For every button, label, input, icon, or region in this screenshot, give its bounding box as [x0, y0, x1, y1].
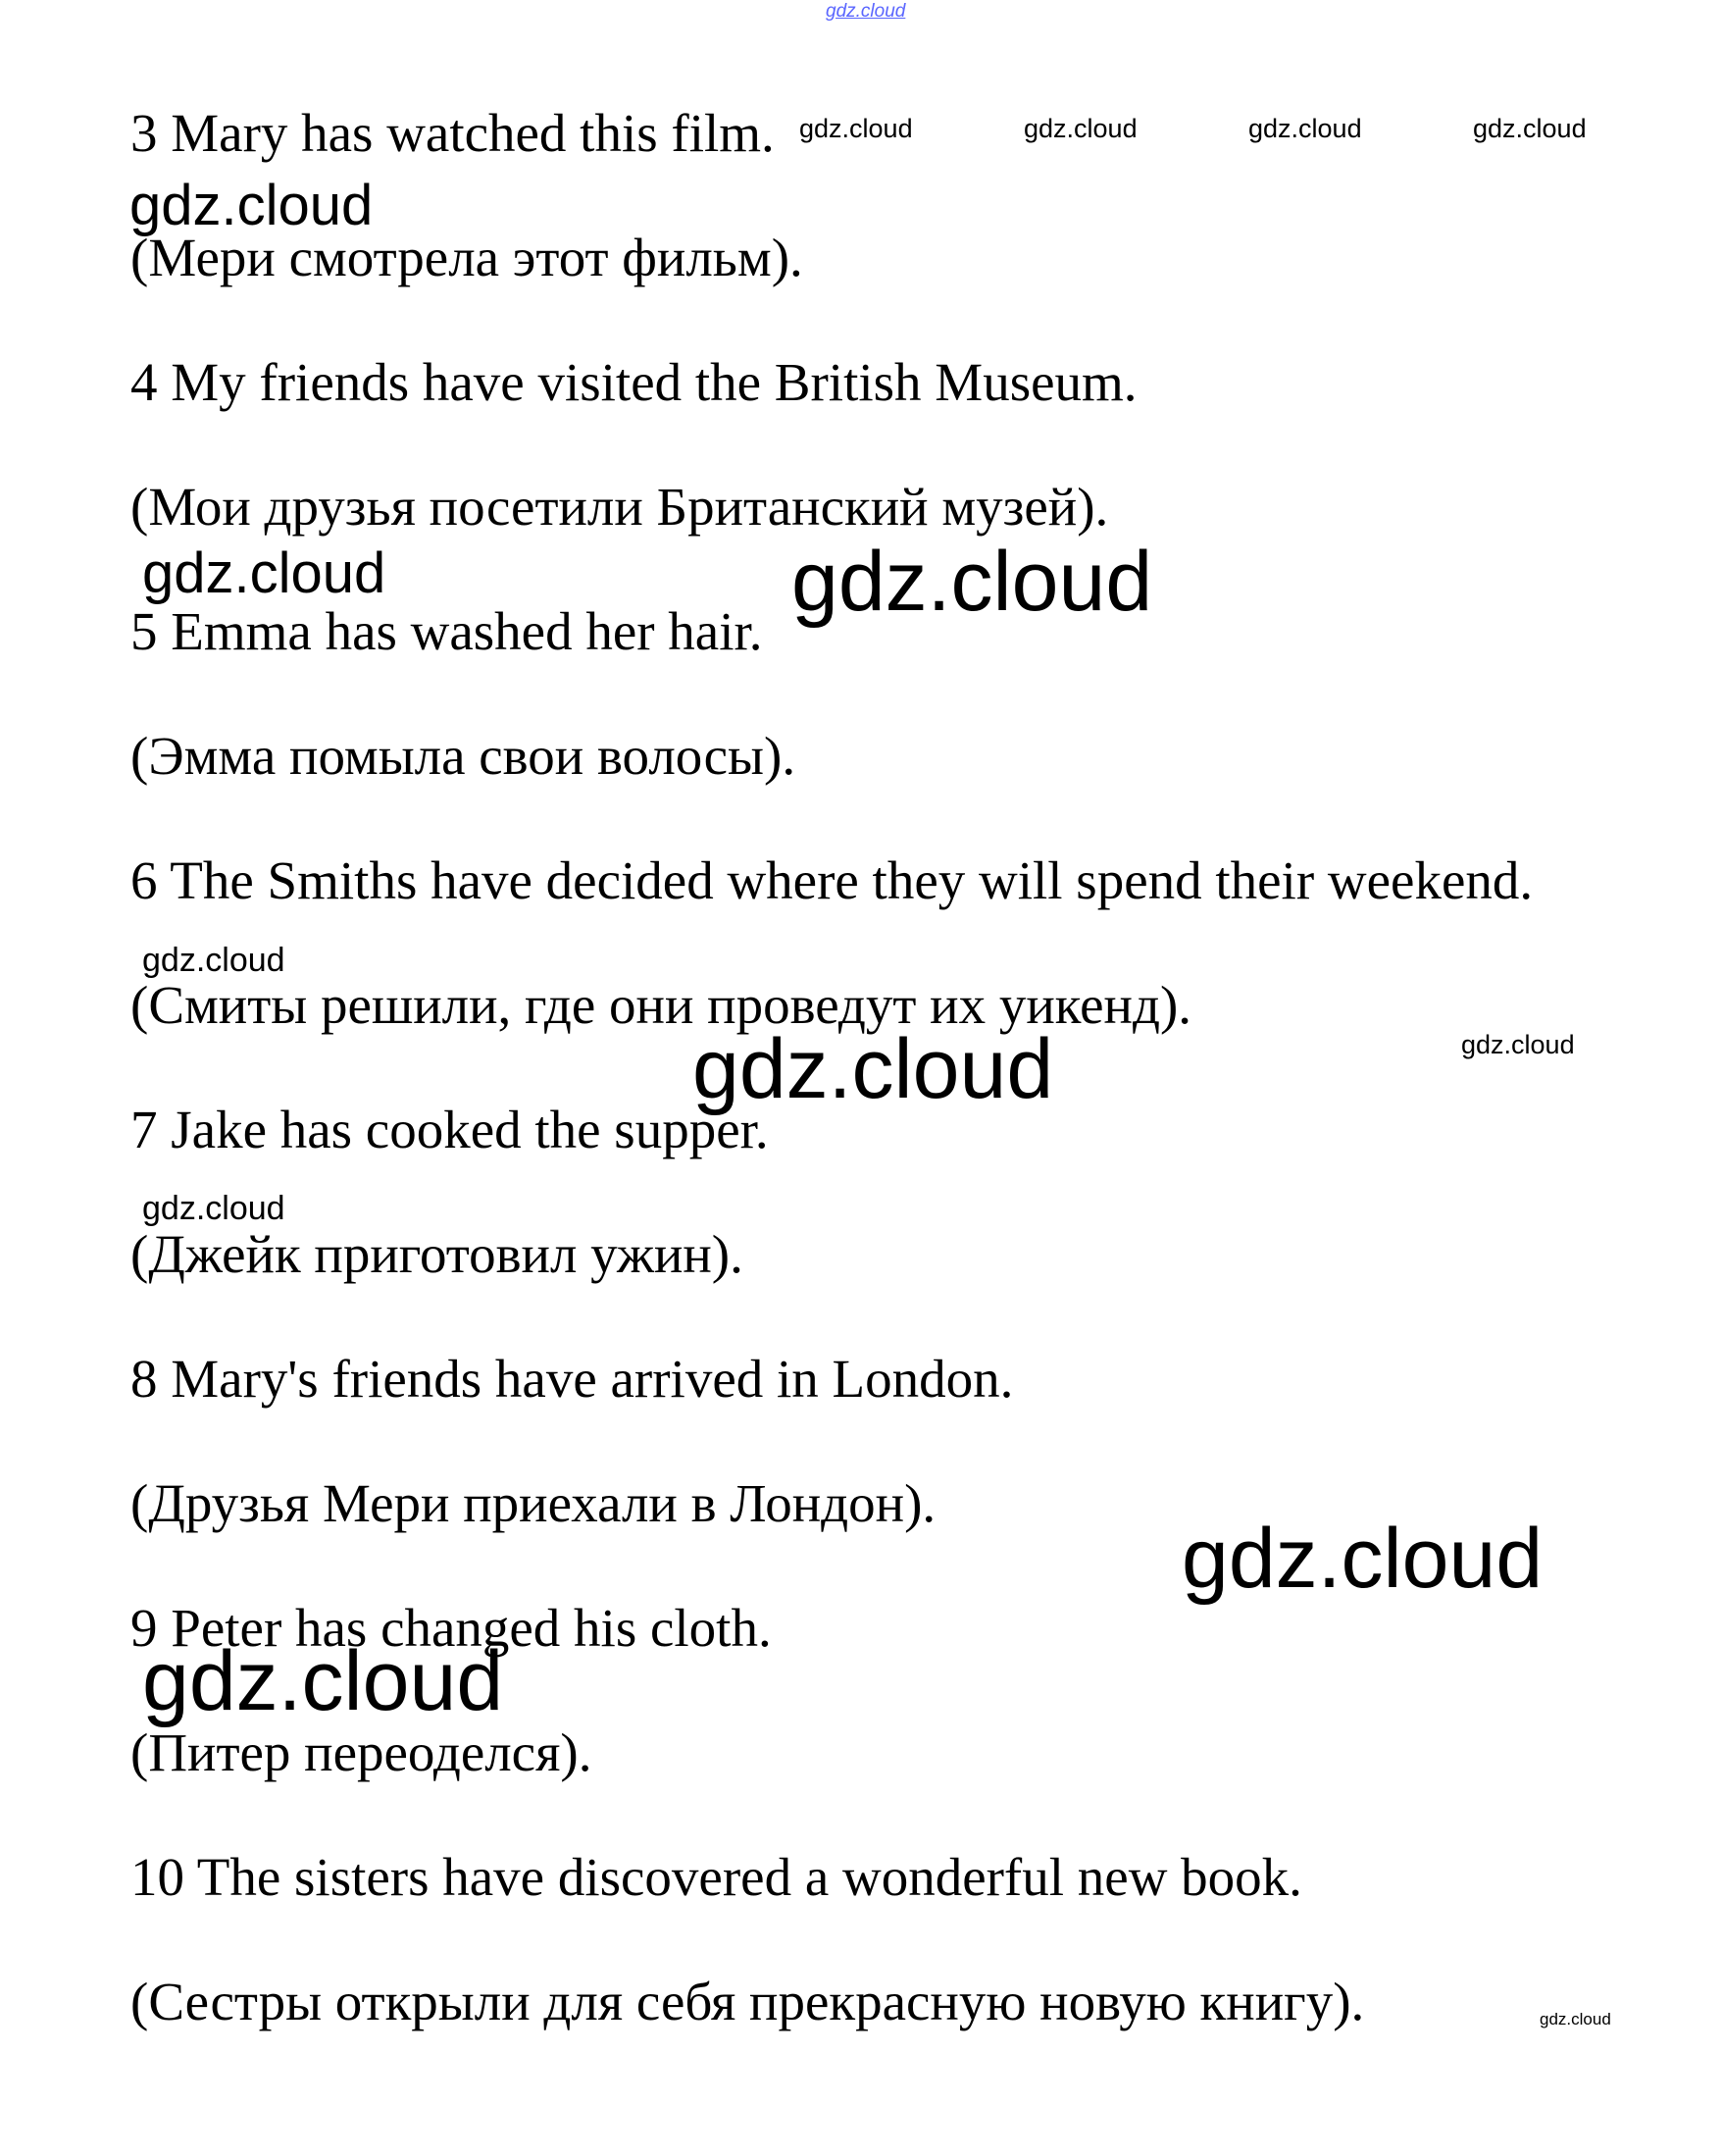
watermark: gdz.cloud [1540, 2010, 1611, 2028]
sentence-translation: (Смиты решили, где они проведут их уикенд). [130, 975, 1192, 1035]
watermark: gdz.cloud [142, 942, 285, 979]
sentence-translation: (Мери смотрела этот фильм). [130, 228, 803, 287]
sentence-translation: (Сестры открыли для себя прекрасную новую книгу). [130, 1972, 1365, 2031]
watermark: gdz.cloud [142, 1634, 504, 1728]
sentence-translation: (Питер переоделся). [130, 1722, 592, 1782]
watermark: gdz.cloud [1182, 1512, 1544, 1606]
watermark: gdz.cloud [1473, 114, 1587, 143]
sentence-english: 3 Mary has watched this film. [130, 103, 775, 163]
sentence-english: 7 Jake has cooked the supper. [130, 1100, 769, 1159]
sentence-translation: (Мои друзья посетили Британский музей). [130, 477, 1109, 537]
watermark: gdz.cloud [791, 535, 1153, 629]
watermark: gdz.cloud [1461, 1030, 1575, 1059]
sentence-english: 5 Emma has washed her hair. [130, 601, 763, 661]
sentence-english: 10 The sisters have discovered a wonderful new book. [130, 1847, 1302, 1907]
watermark: gdz.cloud [129, 174, 374, 237]
watermark: gdz.cloud [1024, 114, 1138, 143]
watermark: gdz.cloud [1248, 114, 1362, 143]
sentence-english: 8 Mary's friends have arrived in London. [130, 1349, 1014, 1409]
watermark: gdz.cloud [799, 114, 913, 143]
watermark: gdz.cloud [142, 541, 386, 605]
sentence-translation: (Джейк приготовил ужин). [130, 1224, 743, 1284]
sentence-english: 9 Peter has changed his cloth. [130, 1598, 772, 1658]
sentence-english: 6 The Smiths have decided where they will spend their weekend. [130, 850, 1534, 910]
watermark-top: gdz.cloud [826, 1, 906, 22]
sentence-translation: (Друзья Мери приехали в Лондон). [130, 1473, 937, 1533]
sentence-english: 4 My friends have visited the British Museum. [130, 352, 1138, 412]
watermark: gdz.cloud [142, 1190, 285, 1227]
watermark: gdz.cloud [692, 1022, 1054, 1116]
sentence-translation: (Эмма помыла свои волосы). [130, 726, 796, 786]
